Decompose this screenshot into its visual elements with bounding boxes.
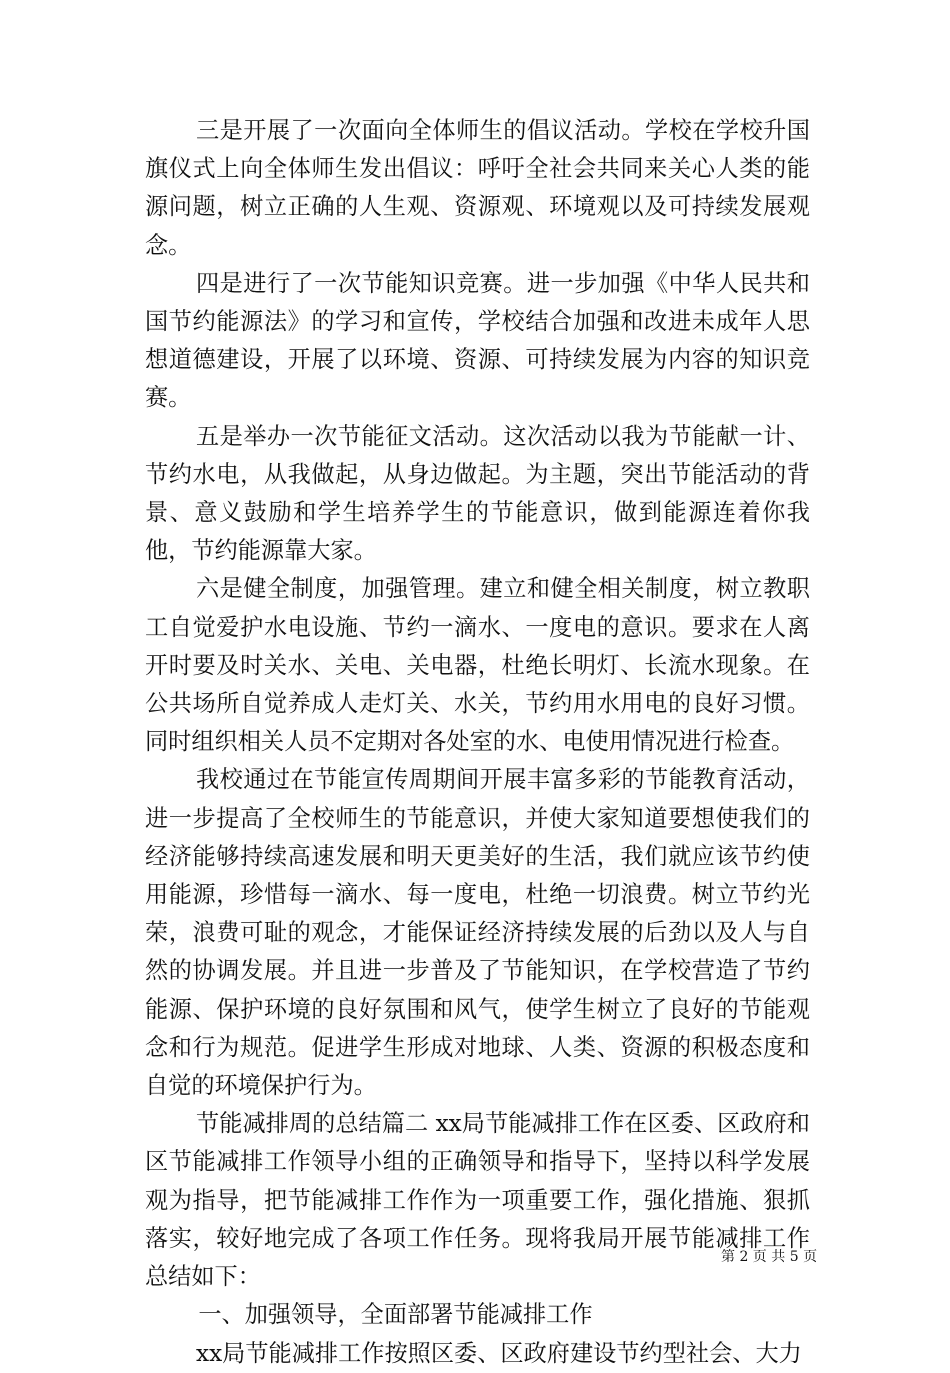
paragraph-part-two-intro: 节能减排周的总结篇二 xx局节能减排工作在区委、区政府和区节能减排工作领导小组的正确领导和指导下，坚持以科学发展观为指导，把节能减排工作作为一项重要工作，强化措施、狠抓落实，较好地完成了各项工作任务。现将我局开展节能减排工作总结如下： (145, 1110, 810, 1291)
paragraph-management-system: 六是健全制度，加强管理。建立和健全相关制度，树立教职工自觉爱护水电设施、节约一滴水、一度电的意识。要求在人离开时要及时关水、关电、关电器，杜绝长明灯、长流水现象。在公共场所自觉养成人走灯关、水关，节约用水用电的良好习惯。同时组织相关人员不定期对各处室的水、电使用情况进行检查。 (145, 575, 810, 756)
section-heading: 一、加强领导，全面部署节能减排工作 (198, 1301, 593, 1329)
paragraph-essay-activity: 五是举办一次节能征文活动。这次活动以我为节能献一计、节约水电，从我做起，从身边做起。为主题，突出节能活动的背景、意义鼓励和学生培养学生的节能意识，做到能源连着你我他，节约能源靠大家。 (145, 422, 810, 565)
page-number-footer: 第 2 页 共 5 页 (721, 1249, 818, 1265)
paragraph-section-start: xx局节能减排工作按照区委、区政府建设节约型社会、大力 (196, 1339, 802, 1367)
paragraph-school-summary: 我校通过在节能宣传周期间开展丰富多彩的节能教育活动，进一步提高了全校师生的节能意识，并使大家知道要想使我们的经济能够持续高速发展和明天更美好的生活，我们就应该节约使用能源，珍惜每一滴水、每一度电，杜绝一切浪费。树立节约光荣，浪费可耻的观念，才能保证经济持续发展的后劲以及人与自然的协调发展。并且进一步普及了节能知识，在学校营造了节约能源、保护环境的良好氛围和风气，使学生树立了良好的节能观念和行为规范。促进学生形成对地球、人类、资源的积极态度和自觉的环境保护行为。 (145, 766, 810, 1100)
paragraph-knowledge-contest: 四是进行了一次节能知识竞赛。进一步加强《中华人民共和国节约能源法》的学习和宣传，学校结合加强和改进未成年人思想道德建设，开展了以环境、资源、可持续发展为内容的知识竞赛。 (145, 269, 810, 412)
paragraph-proposal-activity: 三是开展了一次面向全体师生的倡议活动。学校在学校升国旗仪式上向全体师生发出倡议：呼吁全社会共同来关心人类的能源问题，树立正确的人生观、资源观、环境观以及可持续发展观念。 (145, 117, 810, 259)
document-body (145, 112, 810, 1373)
